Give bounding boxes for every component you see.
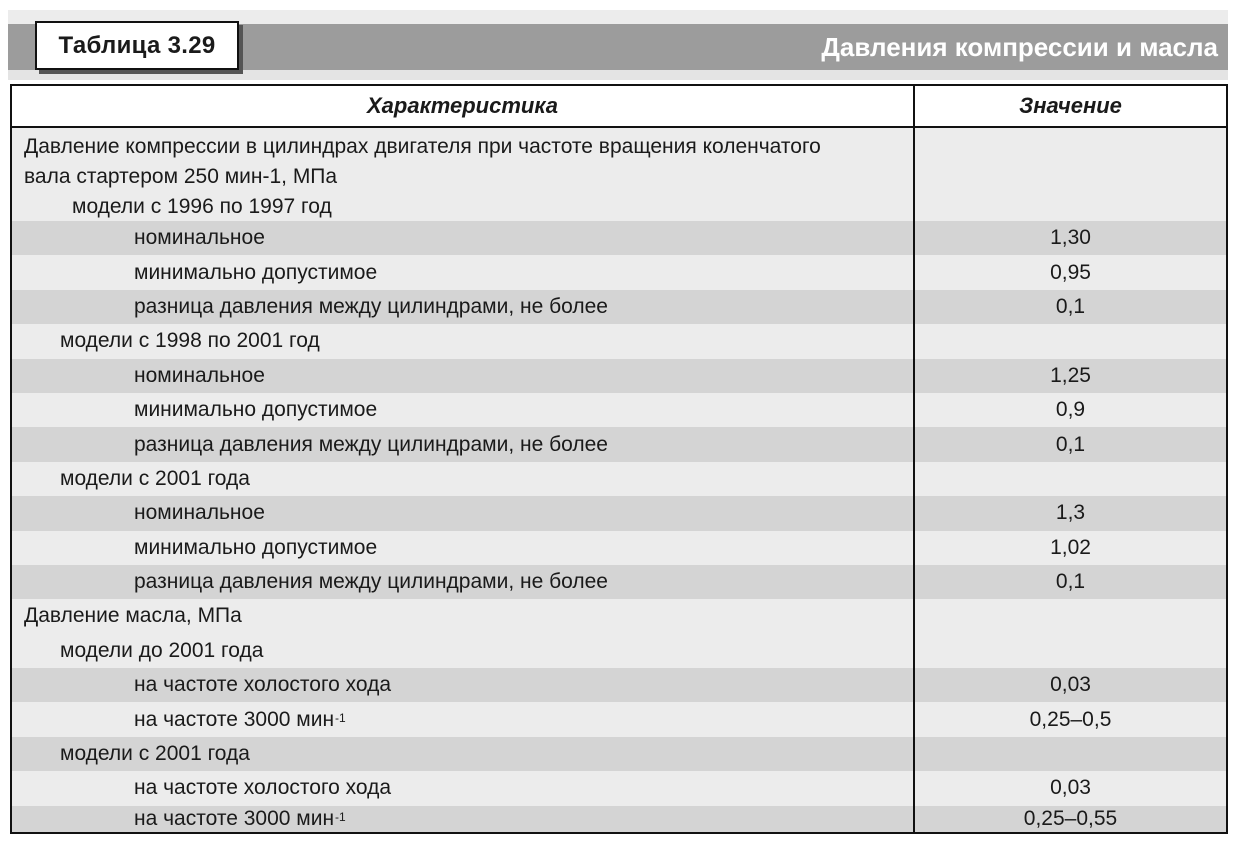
table-row bbox=[12, 531, 1226, 565]
row-value bbox=[915, 599, 1226, 633]
row-label: на частоте холостого хода bbox=[12, 771, 915, 805]
row-label: минимально допустимое bbox=[12, 255, 915, 289]
superscript: -1 bbox=[335, 809, 346, 824]
table-row bbox=[12, 496, 1226, 530]
title-bar-shadow bbox=[8, 70, 1228, 80]
row-value: 0,95 bbox=[1050, 260, 1091, 284]
row-value: 0,03 bbox=[1050, 673, 1091, 697]
group-label: модели с 2001 года bbox=[12, 462, 915, 496]
column-header-characteristic: Характеристика bbox=[12, 86, 915, 126]
table-row bbox=[12, 255, 1226, 289]
row-value: 0,1 bbox=[1055, 570, 1086, 594]
data-table bbox=[10, 84, 1228, 834]
table-row bbox=[12, 599, 1226, 633]
table-row bbox=[12, 427, 1226, 461]
table-row bbox=[12, 393, 1226, 427]
table-row bbox=[12, 702, 1226, 736]
row-value bbox=[915, 462, 1226, 496]
table-row bbox=[12, 771, 1226, 805]
group-label: модели с 1998 по 2001 год bbox=[12, 324, 915, 358]
group-label: модели с 1996 по 1997 год bbox=[72, 195, 332, 218]
row-label: номинальное bbox=[12, 496, 915, 530]
table-row bbox=[12, 565, 1226, 599]
row-value: 0,03 bbox=[1050, 776, 1091, 800]
compression-heading-cell bbox=[12, 128, 915, 221]
row-value: 0,1 bbox=[1055, 432, 1086, 456]
row-label: разница давления между цилиндрами, не более bbox=[12, 290, 915, 324]
compression-heading-line2: вала стартером 250 мин-1, МПа bbox=[24, 165, 338, 188]
table-header-row bbox=[12, 86, 1226, 128]
row-value: 0,25–0,5 bbox=[1029, 707, 1112, 731]
table-row bbox=[12, 668, 1226, 702]
value-cell bbox=[915, 128, 1226, 221]
table-number-label: Таблица 3.29 bbox=[35, 21, 239, 70]
group-label: модели до 2001 года bbox=[12, 634, 915, 668]
oil-heading: Давление масла, МПа bbox=[12, 599, 915, 633]
row-label: разница давления между цилиндрами, не более bbox=[12, 427, 915, 461]
table-row bbox=[12, 290, 1226, 324]
superscript: -1 bbox=[335, 710, 346, 725]
table-title: Давления компрессии и масла bbox=[821, 32, 1218, 62]
row-value: 1,02 bbox=[1050, 535, 1091, 559]
row-label: минимально допустимое bbox=[12, 393, 915, 427]
compression-heading-line1: Давление компрессии в цилиндрах двигателя при частоте вращения коленчатого bbox=[24, 135, 821, 158]
row-label: номинальное bbox=[12, 221, 915, 255]
row-value bbox=[915, 737, 1226, 771]
group-label: модели с 2001 года bbox=[12, 737, 915, 771]
row-label-text: на частоте 3000 мин bbox=[134, 707, 335, 731]
row-value: 1,3 bbox=[1055, 501, 1086, 525]
row-label bbox=[12, 806, 915, 832]
table-row bbox=[12, 634, 1226, 668]
table-row bbox=[12, 737, 1226, 771]
row-label: минимально допустимое bbox=[12, 531, 915, 565]
table-row bbox=[12, 221, 1226, 255]
row-value: 1,25 bbox=[1050, 363, 1091, 387]
row-value: 0,1 bbox=[1055, 294, 1086, 318]
table-row bbox=[12, 324, 1226, 358]
row-label bbox=[12, 702, 915, 736]
row-label: на частоте холостого хода bbox=[12, 668, 915, 702]
row-label: номинальное bbox=[12, 359, 915, 393]
row-value: 0,9 bbox=[1055, 398, 1086, 422]
table-row bbox=[12, 359, 1226, 393]
table-row bbox=[12, 806, 1226, 832]
column-header-value: Значение bbox=[1019, 93, 1122, 118]
row-value: 1,30 bbox=[1050, 226, 1091, 250]
table-row bbox=[12, 462, 1226, 496]
row-value: 0,25–0,55 bbox=[1023, 806, 1118, 830]
row-label-text: на частоте 3000 мин bbox=[134, 806, 335, 830]
compression-heading-row bbox=[12, 128, 1226, 221]
row-value bbox=[915, 324, 1226, 358]
row-value bbox=[915, 634, 1226, 668]
row-label: разница давления между цилиндрами, не более bbox=[12, 565, 915, 599]
